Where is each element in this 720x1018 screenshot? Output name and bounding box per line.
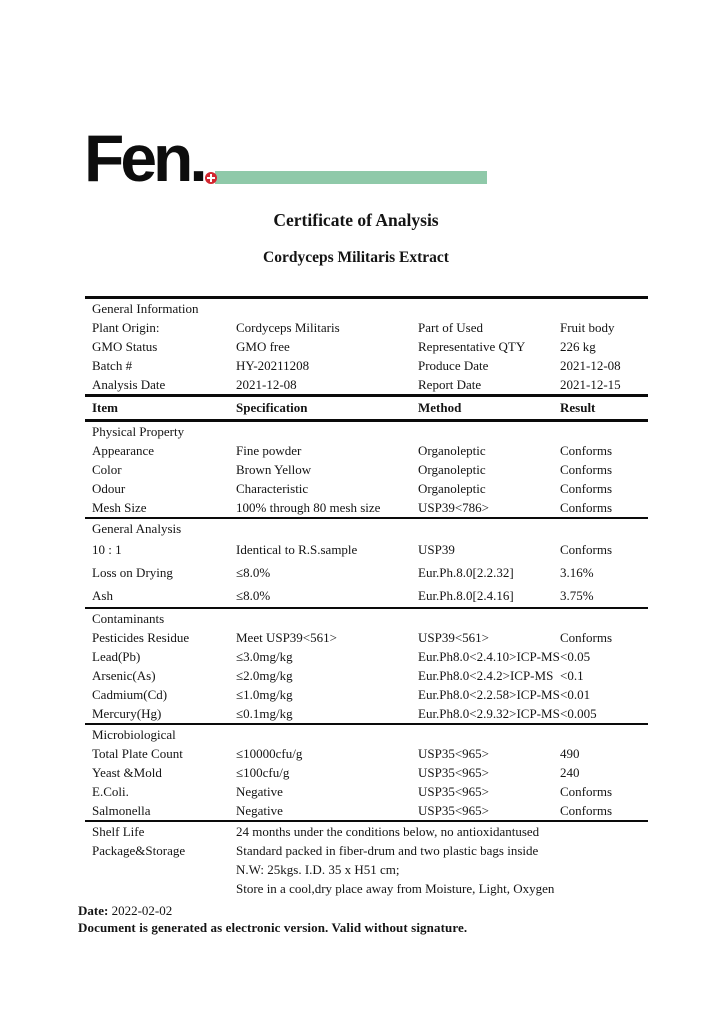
- package-storage-label: Package&Storage: [92, 843, 186, 858]
- section-heading-row: [85, 298, 648, 319]
- table-row: [85, 763, 648, 782]
- cell-result: <0.01: [560, 687, 591, 702]
- package-storage-line: N.W: 25kgs. I.D. 35 x H51 cm;: [236, 862, 400, 877]
- cell-specification: Brown Yellow: [236, 462, 312, 477]
- table-row: [85, 704, 648, 724]
- section-heading-row: [85, 608, 648, 628]
- table-row: [85, 744, 648, 763]
- logo-bar: [215, 171, 487, 184]
- cell-result: 240: [560, 765, 580, 780]
- cell-method: Eur.Ph8.0<2.2.58>ICP-MS: [418, 687, 560, 702]
- info-value: HY-20211208: [236, 358, 310, 373]
- cell-specification: Identical to R.S.sample: [236, 542, 358, 557]
- coa-table: [85, 296, 648, 898]
- footer: [78, 903, 467, 936]
- cell-item: Cadmium(Cd): [92, 687, 168, 702]
- cell-item: Color: [92, 462, 122, 477]
- cell-method: Eur.Ph8.0<2.4.10>ICP-MS: [418, 649, 560, 664]
- cell-method: Eur.Ph8.0<2.4.2>ICP-MS: [418, 668, 554, 683]
- info-value: Fruit body: [560, 320, 615, 335]
- cell-method: Organoleptic: [418, 481, 486, 496]
- package-storage-line: Store in a cool,dry place away from Moisture, Light, Oxygen: [236, 881, 555, 896]
- cell-item: Salmonella: [92, 803, 151, 818]
- cell-specification: ≤100cfu/g: [236, 765, 290, 780]
- cell-result: 3.16%: [560, 565, 594, 580]
- table-row: [85, 801, 648, 821]
- cell-method: Eur.Ph.8.0[2.2.32]: [418, 565, 514, 580]
- info-value: 2021-12-08: [560, 358, 621, 373]
- cell-specification: ≤8.0%: [236, 565, 271, 580]
- column-header-row: [85, 396, 648, 421]
- section-heading-row: [85, 518, 648, 538]
- cell-specification: ≤1.0mg/kg: [236, 687, 293, 702]
- date-line: [78, 903, 467, 919]
- company-logo: [84, 121, 487, 195]
- empty-cell: [85, 860, 236, 879]
- section-heading: Physical Property: [92, 424, 185, 439]
- section-heading: General Analysis: [85, 518, 648, 538]
- column-header-item: Item: [85, 396, 236, 421]
- section-heading-row: [85, 724, 648, 744]
- validity-note: Document is generated as electronic version. Valid without signature.: [78, 920, 468, 935]
- cell-result: <0.005: [560, 706, 597, 721]
- column-header-result: Result: [560, 396, 648, 421]
- column-header-section: [85, 396, 648, 421]
- product-name: Cordyceps Militaris Extract: [263, 249, 449, 266]
- info-label: Plant Origin:: [92, 320, 160, 335]
- cell-method: USP35<965>: [418, 784, 490, 799]
- table-row: [85, 860, 648, 879]
- info-value: 2021-12-08: [236, 377, 297, 392]
- cell-result: <0.1: [560, 668, 584, 683]
- logo-cross-dot-icon: [205, 172, 217, 184]
- cell-specification: ≤0.1mg/kg: [236, 706, 293, 721]
- cell-specification: ≤10000cfu/g: [236, 746, 303, 761]
- info-label: Batch #: [92, 358, 133, 373]
- date-value: 2022-02-02: [111, 903, 173, 918]
- table-row: [85, 628, 648, 647]
- info-label: Report Date: [418, 377, 482, 392]
- cell-method: USP35<965>: [418, 803, 490, 818]
- section-heading: General Information: [92, 301, 199, 316]
- cell-item: Mercury(Hg): [92, 706, 162, 721]
- cell-item: Pesticides Residue: [92, 630, 190, 645]
- info-label: Analysis Date: [92, 377, 166, 392]
- cell-item: Yeast &Mold: [92, 765, 162, 780]
- cell-item: Total Plate Count: [92, 746, 183, 761]
- cell-specification: ≤8.0%: [236, 588, 271, 603]
- shelf-life-value: 24 months under the conditions below, no antioxidantused: [236, 821, 648, 841]
- table-row: [85, 584, 648, 608]
- cell-method: USP39: [418, 542, 455, 557]
- info-label: GMO Status: [92, 339, 158, 354]
- table-row: [85, 375, 648, 396]
- section-heading: Microbiological: [85, 724, 648, 744]
- info-value: GMO free: [236, 339, 290, 354]
- cell-result: 490: [560, 746, 580, 761]
- cell-method: Eur.Ph.8.0[2.4.16]: [418, 588, 514, 603]
- table-row: [85, 337, 648, 356]
- table-row: [85, 441, 648, 460]
- cell-specification: 100% through 80 mesh size: [236, 500, 381, 515]
- info-value: 2021-12-15: [560, 377, 621, 392]
- cell-result: Conforms: [560, 630, 612, 645]
- section-heading: Contaminants: [85, 608, 648, 628]
- cell-result: 3.75%: [560, 588, 594, 603]
- table-row: [85, 666, 648, 685]
- package-storage-line: Standard packed in fiber-drum and two plastic bags inside: [236, 843, 539, 858]
- cell-specification: ≤3.0mg/kg: [236, 649, 293, 664]
- cell-item: Arsenic(As): [92, 668, 156, 683]
- table-row: [85, 318, 648, 337]
- cell-item: Appearance: [92, 443, 155, 458]
- table-row: [85, 841, 648, 860]
- table-row: [85, 561, 648, 584]
- info-label: Produce Date: [418, 358, 489, 373]
- cell-result: Conforms: [560, 542, 612, 557]
- date-label: Date:: [78, 903, 109, 918]
- table-row: [85, 782, 648, 801]
- cell-result: Conforms: [560, 481, 612, 496]
- cell-result: Conforms: [560, 784, 612, 799]
- cell-specification: Negative: [236, 803, 283, 818]
- table-row: [85, 460, 648, 479]
- table-row: [85, 647, 648, 666]
- cell-method: USP39<561>: [418, 630, 490, 645]
- info-label: Representative QTY: [418, 339, 526, 354]
- cell-result: Conforms: [560, 443, 612, 458]
- cell-method: Organoleptic: [418, 462, 486, 477]
- cell-item: Loss on Drying: [92, 565, 173, 580]
- cell-method: USP35<965>: [418, 765, 490, 780]
- table-row: [85, 879, 648, 898]
- cell-result: Conforms: [560, 462, 612, 477]
- cell-specification: Characteristic: [236, 481, 309, 496]
- cell-result: <0.05: [560, 649, 591, 664]
- cell-item: Lead(Pb): [92, 649, 141, 664]
- cell-method: Eur.Ph8.0<2.9.32>ICP-MS: [418, 706, 560, 721]
- cell-item: 10 : 1: [92, 542, 122, 557]
- table-row: [85, 821, 648, 841]
- table-row: [85, 356, 648, 375]
- cell-result: Conforms: [560, 500, 612, 515]
- cell-item: Mesh Size: [92, 500, 147, 515]
- empty-cell: [85, 879, 236, 898]
- table-row: [85, 538, 648, 561]
- cell-item: Odour: [92, 481, 126, 496]
- column-header-specification: Specification: [236, 396, 418, 421]
- shelf-life-label: Shelf Life: [85, 821, 236, 841]
- general-information-section: [85, 298, 648, 396]
- cell-method: Organoleptic: [418, 443, 486, 458]
- cell-specification: Meet USP39<561>: [236, 630, 337, 645]
- analysis-sections: [85, 421, 648, 822]
- column-header-method: Method: [418, 396, 560, 421]
- table-row: [85, 479, 648, 498]
- cell-result: Conforms: [560, 803, 612, 818]
- table-row: [85, 685, 648, 704]
- document-title: Certificate of Analysis: [273, 210, 439, 230]
- logo-text: Fen.: [84, 121, 204, 195]
- cell-item: Ash: [92, 588, 113, 603]
- storage-section: [85, 821, 648, 898]
- cell-specification: ≤2.0mg/kg: [236, 668, 293, 683]
- info-value: 226 kg: [560, 339, 596, 354]
- cell-method: USP39<786>: [418, 500, 490, 515]
- table-row: [85, 498, 648, 518]
- cell-specification: Negative: [236, 784, 283, 799]
- section-heading-row: [85, 421, 648, 442]
- cell-item: E.Coli.: [92, 784, 129, 799]
- info-value: Cordyceps Militaris: [236, 320, 340, 335]
- cell-specification: Fine powder: [236, 443, 302, 458]
- info-label: Part of Used: [418, 320, 483, 335]
- cell-method: USP35<965>: [418, 746, 490, 761]
